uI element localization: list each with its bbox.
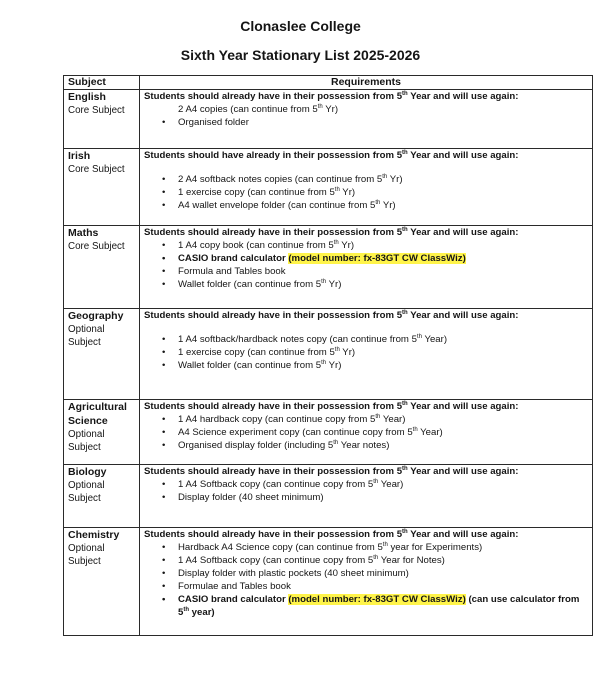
requirements-intro: Students should already have in their possession from 5th Year and will use again: — [144, 226, 519, 238]
table-row-maths — [64, 226, 593, 309]
calculator-note: (can use calculator from 5th year) — [178, 594, 580, 618]
list-item-calculator — [144, 593, 588, 619]
requirements-list — [144, 333, 588, 372]
list-item: • 1 A4 copy book (can continue from 5th Yr) — [144, 239, 588, 252]
requirements-cell — [140, 400, 593, 465]
list-item: • 1 exercise copy (can continue from 5th Yr) — [144, 346, 588, 359]
list-item: • Hardback A4 Science copy (can continue from 5th year for Experiments) — [144, 541, 588, 554]
list-item: • Organised display folder (including 5th Year notes) — [144, 439, 588, 452]
requirements-list — [144, 103, 588, 129]
table-row-geography — [64, 309, 593, 400]
requirements-intro: Students should already have in their possession from 5th Year and will use again: — [144, 90, 519, 102]
requirements-cell — [140, 465, 593, 528]
list-item-calculator — [144, 252, 588, 265]
list-item: • Wallet folder (can continue from 5th Yr) — [144, 359, 588, 372]
list-item: • Wallet folder (can continue from 5th Yr) — [144, 278, 588, 291]
school-name: Clonaslee College — [240, 18, 361, 34]
requirements-list — [144, 478, 588, 504]
subject-cell — [64, 309, 140, 400]
stationary-table — [63, 75, 593, 636]
subject-name: Geography — [68, 310, 124, 322]
subject-name: Biology — [68, 466, 107, 478]
table-row-agricultural-science — [64, 400, 593, 465]
subject-name: Irish — [68, 150, 91, 162]
subject-type: Optional Subject — [68, 543, 105, 567]
requirements-list — [144, 173, 588, 212]
list-item: • 1 A4 softback/hardback notes copy (can continue from 5th Year) — [144, 333, 588, 346]
requirements-list — [144, 239, 588, 291]
requirements-intro: Students should already have in their possession from 5th Year and will use again: — [144, 465, 519, 477]
table-row-biology — [64, 465, 593, 528]
subject-type: Optional Subject — [68, 480, 105, 504]
requirements-cell — [140, 90, 593, 149]
column-header-requirements: Requirements — [140, 76, 593, 90]
calculator-label: CASIO brand calculator — [178, 594, 286, 605]
subject-cell — [64, 528, 140, 636]
list-item: • 1 exercise copy (can continue from 5th Yr) — [144, 186, 588, 199]
table-row-english — [64, 90, 593, 149]
list-item: 2 A4 copies (can continue from 5th Yr) — [178, 103, 339, 115]
list-item: • 1 A4 Softback copy (can continue copy from 5th Year for Notes) — [144, 554, 588, 567]
list-item: • 2 A4 softback notes copies (can continue from 5th Yr) — [144, 173, 588, 186]
requirements-intro: Students should have already in their possession from 5th Year and will use again: — [144, 149, 519, 161]
list-item: • Organised folder — [144, 116, 588, 129]
page-title: Sixth Year Stationary List 2025-2026 — [180, 47, 421, 63]
subject-name: Maths — [68, 227, 99, 239]
requirements-cell — [140, 528, 593, 636]
table-row-chemistry — [64, 528, 593, 636]
list-item: • 1 A4 hardback copy (can continue copy from 5th Year) — [144, 413, 588, 426]
requirements-cell — [140, 309, 593, 400]
subject-type: Core Subject — [68, 105, 125, 116]
list-item: • 1 A4 Softback copy (can continue copy from 5th Year) — [144, 478, 588, 491]
calculator-label: CASIO brand calculator — [178, 253, 286, 264]
subject-cell — [64, 149, 140, 226]
requirements-cell — [140, 226, 593, 309]
requirements-list — [144, 541, 588, 619]
calculator-model-highlight: (model number: fx-83GT CW ClassWiz) — [288, 253, 466, 264]
list-item: • Formula and Tables book — [144, 265, 588, 278]
requirements-intro: Students should already have in their possession from 5th Year and will use again: — [144, 528, 519, 540]
calculator-model-highlight: (model number: fx-83GT CW ClassWiz) — [288, 594, 466, 605]
requirements-list — [144, 413, 588, 452]
list-item: • Formulae and Tables book — [144, 580, 588, 593]
list-item: • A4 wallet envelope folder (can continue from 5th Yr) — [144, 199, 588, 212]
subject-name: Chemistry — [68, 529, 120, 541]
subject-type: Optional Subject — [68, 324, 105, 348]
subject-name: English — [68, 91, 106, 103]
table-row-irish — [64, 149, 593, 226]
list-item: • A4 Science experiment copy (can continue copy from 5th Year) — [144, 426, 588, 439]
spacer — [144, 322, 588, 333]
subject-cell — [64, 90, 140, 149]
list-item: • Display folder (40 sheet minimum) — [144, 491, 588, 504]
subject-type: Optional Subject — [68, 429, 105, 453]
subject-type: Core Subject — [68, 164, 125, 175]
subject-type: Core Subject — [68, 241, 125, 252]
list-item: • Display folder with plastic pockets (40 sheet minimum) — [144, 567, 588, 580]
requirements-cell — [140, 149, 593, 226]
requirements-intro: Students should already have in their possession from 5th Year and will use again: — [144, 400, 519, 412]
table-header-row — [64, 76, 593, 90]
column-header-subject: Subject — [64, 76, 140, 90]
subject-cell — [64, 226, 140, 309]
subject-name: Agricultural Science — [68, 401, 127, 427]
spacer — [144, 162, 588, 173]
subject-cell — [64, 400, 140, 465]
requirements-intro: Students should already have in their possession from 5th Year and will use again: — [144, 309, 519, 321]
subject-cell — [64, 465, 140, 528]
